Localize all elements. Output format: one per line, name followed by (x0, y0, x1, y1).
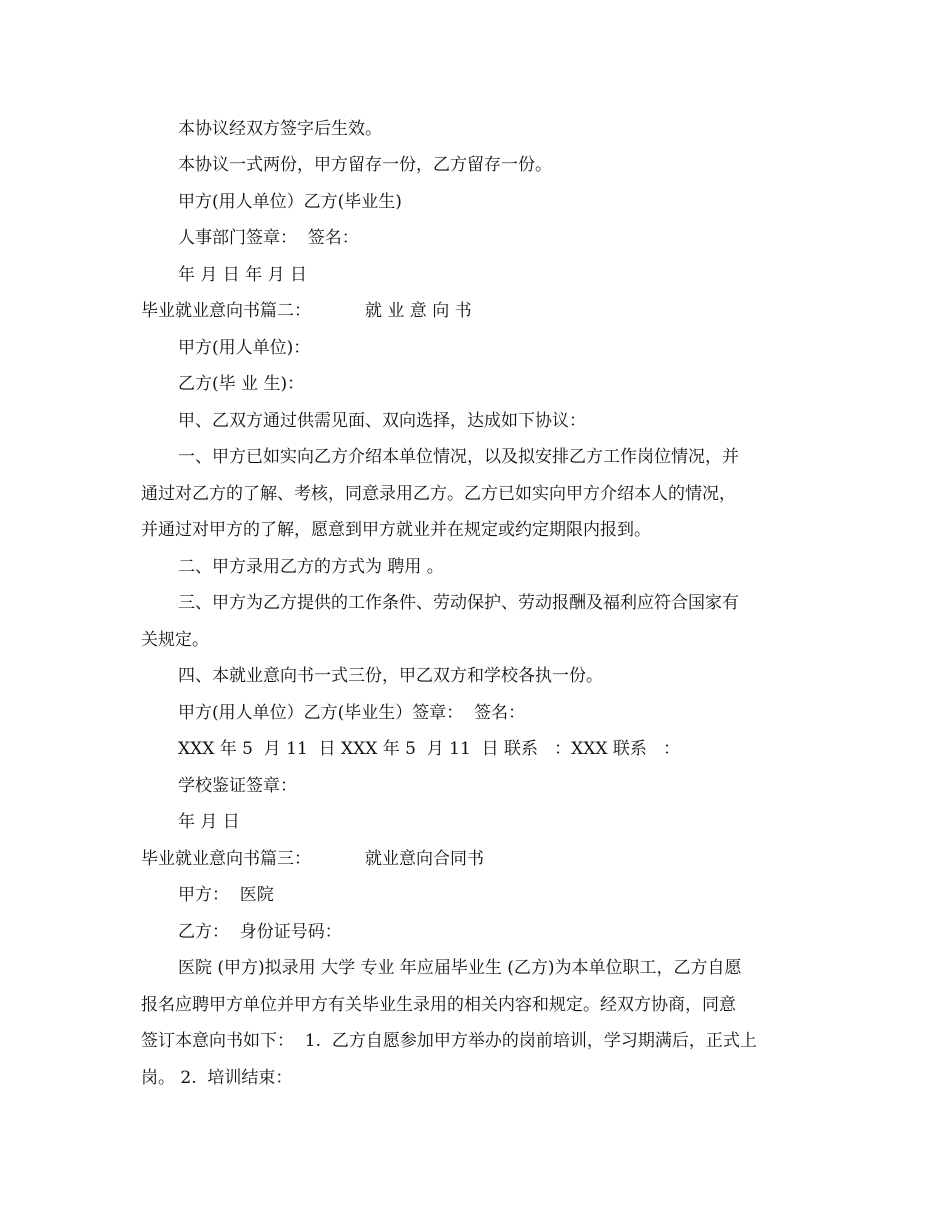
clause-3-line: 三、甲方为乙方提供的工作条件、劳动保护、劳动报酬及福利应符合国家有 (178, 593, 739, 613)
contract-paragraph-line: 医院 (甲方)拟录用 大学 专业 年应届毕业生 (乙方)为本单位职工，乙方自愿 (178, 958, 742, 978)
contract-paragraph-line: 报名应聘甲方单位并甲方有关毕业生录用的相关内容和规定。经双方协商，同意 (141, 995, 736, 1015)
party-b-line: 乙方(毕 业 生)： (178, 374, 305, 394)
party-b-id: 乙方： 身份证号码： (178, 922, 342, 942)
party-labels: 甲方(用人单位）乙方(毕业生) (178, 192, 402, 212)
effective-clause: 本协议经双方签字后生效。 (178, 119, 382, 139)
clause-1-line: 通过对乙方的了解、考核，同意录用乙方。乙方已如实向甲方介绍本人的情况， (141, 484, 736, 504)
agreement-intro: 甲、乙双方通过供需见面、双向选择，达成如下协议： (178, 411, 586, 431)
date-contact-line: XXX 年 5 月 11 日 XXX 年 5 月 11 日 联系 ：XXX 联系 ： (178, 739, 681, 759)
section-2-heading: 毕业就业意向书篇二： (141, 301, 311, 321)
clause-1-line: 并通过对甲方的了解，愿意到甲方就业并在规定或约定期限内报到。 (141, 520, 651, 540)
contract-paragraph-line: 岗。 2. 培训结束： (141, 1068, 293, 1088)
party-a-line: 甲方(用人单位)： (178, 338, 311, 358)
section-3-title: 就业意向合同书 (365, 849, 484, 869)
copies-clause: 本协议一式两份，甲方留存一份，乙方留存一份。 (178, 155, 552, 175)
school-date-line: 年 月 日 (178, 812, 240, 832)
section-2-title: 就 业 意 向 书 (365, 301, 472, 321)
section-3-heading: 毕业就业意向书篇三： (141, 849, 311, 869)
clause-4: 四、本就业意向书一式三份，甲乙双方和学校各执一份。 (178, 666, 603, 686)
contract-paragraph-line: 签订本意向书如下： 1. 乙方自愿参加甲方举办的岗前培训，学习期满后，正式上 (141, 1031, 757, 1051)
signature-line: 人事部门签章： 签名： (178, 228, 359, 248)
clause-1-line: 一、甲方已如实向乙方介绍本单位情况，以及拟安排乙方工作岗位情况，并 (178, 447, 739, 467)
clause-2: 二、甲方录用乙方的方式为 聘用 。 (178, 557, 444, 577)
clause-3-line: 关规定。 (141, 630, 209, 650)
party-a-hospital: 甲方： 医院 (178, 885, 274, 905)
school-seal-line: 学校鉴证签章： (178, 776, 297, 796)
date-line: 年 月 日 年 月 日 (178, 265, 308, 285)
party-signature-line: 甲方(用人单位）乙方(毕业生）签章： 签名： (178, 703, 526, 723)
